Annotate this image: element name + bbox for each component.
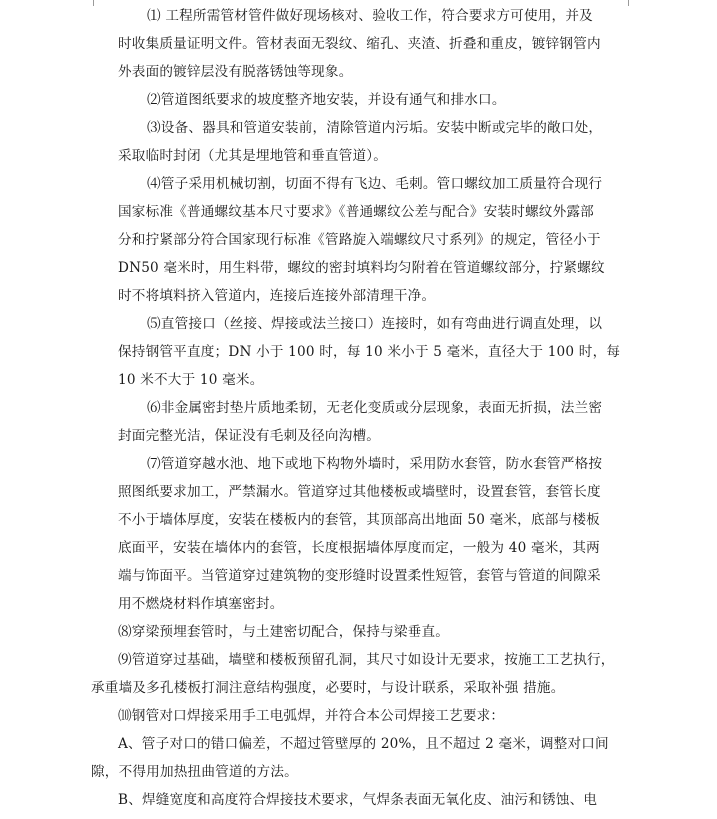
- paragraph-4-line-1: ⑷管子采用机械切割，切面不得有飞边、毛刺。管口螺纹加工质量符合现行: [147, 176, 603, 192]
- paragraph-7-line-1: ⑺管道穿越水池、地下或地下构物外墙时，采用防水套管，防水套管严格按: [147, 456, 603, 472]
- paragraph-6-line-1: ⑹非金属密封垫片质地柔韧，无老化变质或分层现象，表面无折损，法兰密: [147, 400, 603, 416]
- paragraph-4-line-5: 时不将填料挤入管道内，连接后连接外部清理干净。: [118, 288, 436, 304]
- paragraph-9-line-1: ⑼管道穿过基础，墙壁和楼板预留孔洞，其尺寸如设计无要求，按施工工艺执行，: [118, 652, 615, 668]
- paragraph-7-line-2: 照图纸要求加工，严禁漏水。管道穿过其他楼板或墙壁时，设置套管，套管长度: [118, 484, 601, 500]
- paragraph-4-line-2: 国家标准《普通螺纹基本尺寸要求》《普通螺纹公差与配合》安装时螺纹外露部: [118, 204, 594, 220]
- paragraph-7-line-5: 端与饰面平。当管道穿过建筑物的变形缝时设置柔性短管，套管与管道的间隙采: [118, 568, 601, 584]
- paragraph-2-line-1: ⑵管道图纸要求的坡度整齐地安装，并设有通气和排水口。: [147, 92, 506, 108]
- paragraph-7-line-4: 底面平，安装在墙体内的套管，长度根据墙体厚度而定，一般为 40 毫米，其两: [118, 540, 600, 556]
- paragraph-6-line-2: 封面完整光洁，保证没有毛刺及径向沟槽。: [118, 428, 381, 444]
- paragraph-5-line-1: ⑸直管接口（丝接、焊接或法兰接口）连接时，如有弯曲进行调直处理，以: [147, 316, 603, 332]
- margin-corner-mark-right: [628, 0, 629, 6]
- paragraph-7-line-6: 用不燃烧材料作填塞密封。: [118, 596, 284, 612]
- paragraph-4-line-3: 分和拧紧部分符合国家现行标准《管路旋入端螺纹尺寸系列》的规定，管径小于: [118, 232, 601, 248]
- paragraph-1-line-2: 时收集质量证明文件。管材表面无裂纹、缩孔、夹渣、折叠和重皮，镀锌钢管内: [118, 36, 601, 52]
- item-a-line-2: 隙，不得用加热扭曲管道的方法。: [91, 764, 298, 780]
- item-a-line-1: A、管子对口的错口偏差，不超过管壁厚的 20%，且不超过 2 毫米，调整对口间: [118, 736, 609, 752]
- paragraph-9-line-2: 承重墙及多孔楼板打洞注意结构强度，必要时，与设计联系，采取补强 措施。: [91, 680, 565, 696]
- paragraph-10-line-1: ⑽钢管对口焊接采用手工电弧焊，并符合本公司焊接工艺要求：: [118, 708, 505, 724]
- paragraph-5-line-2: 保持钢管平直度；DN 小于 100 时，每 10 米小于 5 毫米，直径大于 100 时，每: [118, 344, 621, 360]
- paragraph-1-line-3: 外表面的镀锌层没有脱落锈蚀等现象。: [118, 64, 353, 80]
- paragraph-7-line-3: 不小于墙体厚度，安装在楼板内的套管，其顶部高出地面 50 毫米，底部与楼板: [118, 512, 600, 528]
- paragraph-8-line-1: ⑻穿梁预埋套管时，与土建密切配合，保持与梁垂直。: [118, 624, 450, 640]
- paragraph-4-line-4: DN50 毫米时，用生料带，螺纹的密封填料均匀附着在管道螺纹部分，拧紧螺纹: [118, 260, 605, 276]
- paragraph-1-line-1: ⑴ 工程所需管材管件做好现场核对、验收工作，符合要求方可使用，并及: [147, 8, 593, 24]
- item-b-line-1: B、焊缝宽度和高度符合焊接技术要求，气焊条表面无氧化皮、油污和锈蚀、电: [118, 792, 598, 808]
- paragraph-3-line-2: 采取临时封闭（尤其是埋地管和垂直管道）。: [118, 148, 388, 164]
- paragraph-5-line-3: 10 米不大于 10 毫米。: [118, 372, 264, 388]
- paragraph-3-line-1: ⑶设备、器具和管道安装前，清除管道内污垢。安装中断或完毕的敞口处，: [147, 120, 603, 136]
- margin-corner-mark-left: [93, 0, 94, 6]
